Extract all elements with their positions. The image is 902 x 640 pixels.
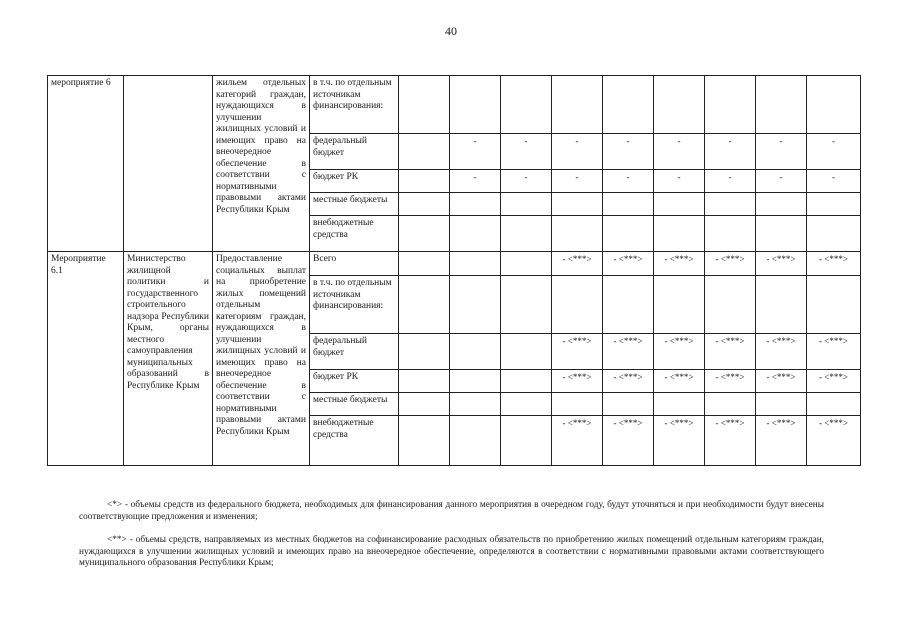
value-cell	[603, 393, 654, 416]
value-cell	[399, 334, 450, 370]
value-cell	[705, 216, 756, 252]
value-cell	[807, 276, 861, 334]
org-cell: Министерство жилищной политики и государственного строительного надзора Республики Крым, органы местного самоуправления муниципальных образований в Республике Крым	[124, 252, 213, 466]
source-label-cell: Всего	[310, 252, 399, 276]
value-cell	[654, 276, 705, 334]
value-cell: -	[705, 170, 756, 193]
value-cell	[654, 193, 705, 216]
value-cell	[501, 252, 552, 276]
table-row	[48, 76, 861, 134]
value-cell: - <***>	[807, 416, 861, 466]
budget-table	[47, 75, 861, 466]
value-cell: - <***>	[603, 334, 654, 370]
value-cell	[756, 393, 807, 416]
value-cell: -	[654, 170, 705, 193]
value-cell: - <***>	[807, 252, 861, 276]
value-cell	[756, 76, 807, 134]
value-cell	[501, 370, 552, 393]
value-cell	[654, 393, 705, 416]
value-cell	[399, 276, 450, 334]
value-cell	[501, 216, 552, 252]
value-cell: - <***>	[756, 252, 807, 276]
value-cell	[756, 216, 807, 252]
value-cell: - <***>	[756, 334, 807, 370]
value-cell: - <***>	[705, 370, 756, 393]
source-label-cell: внебюджетные средства	[310, 416, 399, 466]
value-cell: - <***>	[654, 334, 705, 370]
value-cell: -	[450, 134, 501, 170]
value-cell	[501, 416, 552, 466]
value-cell: - <***>	[552, 334, 603, 370]
value-cell: -	[501, 134, 552, 170]
table-body	[48, 76, 861, 466]
value-cell: - <***>	[756, 370, 807, 393]
value-cell: -	[552, 170, 603, 193]
value-cell	[552, 76, 603, 134]
value-cell: - <***>	[603, 370, 654, 393]
description-cell: жильем отдельных категорий граждан, нуждающихся в улучшении жилищных условий и имеющих право на внеочередное обеспечение в соответствии с нормативными правовыми актами Республики Крым	[213, 76, 310, 252]
value-cell	[705, 276, 756, 334]
value-cell: -	[705, 134, 756, 170]
value-cell	[501, 76, 552, 134]
value-cell: - <***>	[705, 334, 756, 370]
source-label-cell: федеральный бюджет	[310, 334, 399, 370]
value-cell	[450, 216, 501, 252]
value-cell	[552, 216, 603, 252]
value-cell	[399, 193, 450, 216]
value-cell	[705, 193, 756, 216]
value-cell	[450, 193, 501, 216]
value-cell	[603, 193, 654, 216]
value-cell: - <***>	[654, 416, 705, 466]
footnote-federal: <*> - объемы средств из федерального бюджета, необходимых для финансирования данного мероприятия в очередном году, будут уточняться и при необходимости будут внесены соответствующие предложения и изменения;	[79, 500, 824, 522]
source-label-cell: в т.ч. по отдельным источникам финансирования:	[310, 76, 399, 134]
value-cell	[501, 334, 552, 370]
value-cell	[501, 276, 552, 334]
value-cell	[450, 334, 501, 370]
value-cell	[399, 393, 450, 416]
value-cell: - <***>	[756, 416, 807, 466]
source-label-cell: бюджет РК	[310, 370, 399, 393]
value-cell	[450, 76, 501, 134]
value-cell	[450, 416, 501, 466]
value-cell: -	[450, 170, 501, 193]
value-cell	[399, 76, 450, 134]
table-row	[48, 252, 861, 276]
value-cell: -	[552, 134, 603, 170]
value-cell	[603, 276, 654, 334]
source-label-cell: местные бюджеты	[310, 193, 399, 216]
value-cell	[552, 276, 603, 334]
value-cell: -	[807, 134, 861, 170]
page-number: 40	[445, 24, 457, 38]
value-cell: -	[807, 170, 861, 193]
value-cell	[756, 193, 807, 216]
value-cell: - <***>	[654, 370, 705, 393]
value-cell	[603, 76, 654, 134]
source-label-cell: федеральный бюджет	[310, 134, 399, 170]
value-cell	[756, 276, 807, 334]
footnote-local: <**> - объемы средств, направляемых из местных бюджетов на софинансирование расходных обязательств по приобретению жилых помещений отдельным категориям граждан, нуждающихся в улучшении жилищных условий и имеющих право на внеочередное обеспечение, определяются в соответствии с нормативными правовыми актами соответствующего муниципального образования Республики Крым;	[79, 535, 824, 568]
value-cell	[807, 76, 861, 134]
value-cell: - <***>	[807, 370, 861, 393]
value-cell	[399, 134, 450, 170]
value-cell	[399, 216, 450, 252]
value-cell	[399, 170, 450, 193]
value-cell	[654, 76, 705, 134]
value-cell	[807, 216, 861, 252]
value-cell	[654, 216, 705, 252]
footnotes	[79, 500, 824, 582]
value-cell: - <***>	[705, 416, 756, 466]
value-cell	[399, 252, 450, 276]
value-cell	[603, 216, 654, 252]
source-label-cell: бюджет РК	[310, 170, 399, 193]
source-label-cell: в т.ч. по отдельным источникам финансирования:	[310, 276, 399, 334]
value-cell	[399, 370, 450, 393]
value-cell: -	[756, 134, 807, 170]
description-cell: Предоставление социальных выплат на приобретение жилых помещений отдельным категориям граждан, нуждающихся в улучшении жилищных условий и имеющих право на внеочередное обеспечение в соответствии с нормативными правовыми актами Республики Крым	[213, 252, 310, 466]
value-cell	[450, 276, 501, 334]
value-cell	[501, 393, 552, 416]
source-label-cell: внебюджетные средства	[310, 216, 399, 252]
value-cell	[705, 393, 756, 416]
value-cell	[501, 193, 552, 216]
value-cell	[450, 252, 501, 276]
value-cell	[552, 393, 603, 416]
value-cell	[450, 370, 501, 393]
value-cell: - <***>	[552, 416, 603, 466]
value-cell	[807, 193, 861, 216]
measure-cell: Мероприятие 6.1	[48, 252, 124, 466]
value-cell: -	[654, 134, 705, 170]
value-cell	[450, 393, 501, 416]
value-cell: -	[603, 170, 654, 193]
source-label-cell: местные бюджеты	[310, 393, 399, 416]
value-cell: -	[756, 170, 807, 193]
value-cell	[807, 393, 861, 416]
measure-cell: мероприятие 6	[48, 76, 124, 252]
value-cell: - <***>	[705, 252, 756, 276]
value-cell: - <***>	[807, 334, 861, 370]
value-cell: - <***>	[654, 252, 705, 276]
value-cell: - <***>	[603, 252, 654, 276]
value-cell	[399, 416, 450, 466]
value-cell	[552, 193, 603, 216]
value-cell: - <***>	[552, 370, 603, 393]
value-cell: -	[603, 134, 654, 170]
org-cell	[124, 76, 213, 252]
value-cell	[705, 76, 756, 134]
value-cell: -	[501, 170, 552, 193]
value-cell: - <***>	[552, 252, 603, 276]
value-cell: - <***>	[603, 416, 654, 466]
